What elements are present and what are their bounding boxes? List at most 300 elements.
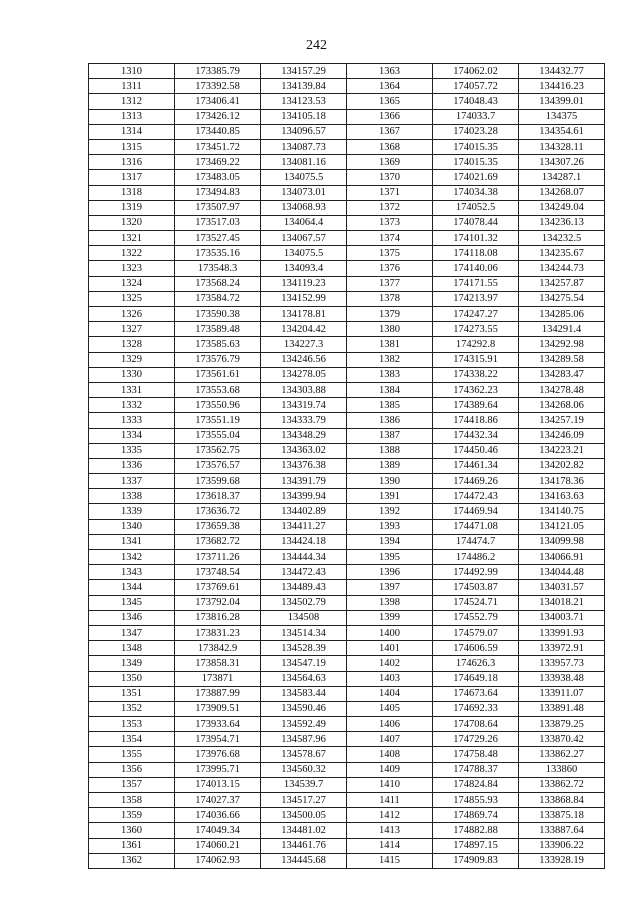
table-row	[89, 443, 605, 458]
table-row	[89, 580, 605, 595]
x-coordinate-right: 174855.93	[433, 793, 519, 808]
table-row	[89, 747, 605, 762]
y-coordinate-left: 134508	[261, 610, 347, 625]
table-row	[89, 504, 605, 519]
y-coordinate-left: 134514.34	[261, 625, 347, 640]
y-coordinate-left: 134064.4	[261, 215, 347, 230]
y-coordinate-left: 134178.81	[261, 307, 347, 322]
point-number-right: 1393	[347, 519, 433, 534]
point-number-right: 1401	[347, 641, 433, 656]
x-coordinate-right: 174469.26	[433, 474, 519, 489]
y-coordinate-left: 134123.53	[261, 94, 347, 109]
y-coordinate-right: 134235.67	[519, 246, 605, 261]
x-coordinate-left: 173451.72	[175, 139, 261, 154]
x-coordinate-left: 173585.63	[175, 337, 261, 352]
point-number-left: 1313	[89, 109, 175, 124]
point-number-right: 1369	[347, 155, 433, 170]
y-coordinate-left: 134583.44	[261, 686, 347, 701]
point-number-left: 1314	[89, 124, 175, 139]
point-number-right: 1378	[347, 291, 433, 306]
point-number-left: 1327	[89, 322, 175, 337]
x-coordinate-left: 173909.51	[175, 701, 261, 716]
y-coordinate-right: 133928.19	[519, 853, 605, 868]
table-row	[89, 777, 605, 792]
point-number-left: 1335	[89, 443, 175, 458]
table-row	[89, 762, 605, 777]
point-number-right: 1388	[347, 443, 433, 458]
x-coordinate-right: 174486.2	[433, 550, 519, 565]
x-coordinate-left: 173562.75	[175, 443, 261, 458]
table-row	[89, 413, 605, 428]
point-number-right: 1384	[347, 382, 433, 397]
y-coordinate-left: 134517.27	[261, 793, 347, 808]
y-coordinate-left: 134547.19	[261, 656, 347, 671]
y-coordinate-left: 134246.56	[261, 352, 347, 367]
x-coordinate-right: 174869.74	[433, 808, 519, 823]
y-coordinate-left: 134105.18	[261, 109, 347, 124]
coordinates-table-body	[89, 64, 605, 869]
x-coordinate-right: 174057.72	[433, 79, 519, 94]
y-coordinate-left: 134399.94	[261, 489, 347, 504]
point-number-left: 1322	[89, 246, 175, 261]
point-number-left: 1360	[89, 823, 175, 838]
point-number-left: 1320	[89, 215, 175, 230]
point-number-right: 1368	[347, 139, 433, 154]
y-coordinate-left: 134068.93	[261, 200, 347, 215]
point-number-right: 1414	[347, 838, 433, 853]
table-row	[89, 382, 605, 397]
point-number-left: 1357	[89, 777, 175, 792]
y-coordinate-left: 134472.43	[261, 565, 347, 580]
point-number-right: 1408	[347, 747, 433, 762]
y-coordinate-left: 134157.29	[261, 64, 347, 79]
x-coordinate-right: 174101.32	[433, 231, 519, 246]
x-coordinate-left: 174027.37	[175, 793, 261, 808]
point-number-right: 1365	[347, 94, 433, 109]
x-coordinate-left: 173976.68	[175, 747, 261, 762]
y-coordinate-right: 134399.01	[519, 94, 605, 109]
point-number-left: 1331	[89, 382, 175, 397]
x-coordinate-left: 173469.22	[175, 155, 261, 170]
y-coordinate-left: 134081.16	[261, 155, 347, 170]
x-coordinate-right: 174474.7	[433, 534, 519, 549]
x-coordinate-right: 174469.94	[433, 504, 519, 519]
point-number-left: 1353	[89, 717, 175, 732]
y-coordinate-left: 134444.34	[261, 550, 347, 565]
y-coordinate-left: 134333.79	[261, 413, 347, 428]
point-number-right: 1363	[347, 64, 433, 79]
table-row	[89, 732, 605, 747]
x-coordinate-right: 174247.27	[433, 307, 519, 322]
table-row	[89, 458, 605, 473]
x-coordinate-left: 173871	[175, 671, 261, 686]
point-number-left: 1350	[89, 671, 175, 686]
point-number-left: 1330	[89, 367, 175, 382]
y-coordinate-left: 134139.84	[261, 79, 347, 94]
point-number-right: 1370	[347, 170, 433, 185]
point-number-right: 1405	[347, 701, 433, 716]
point-number-left: 1358	[89, 793, 175, 808]
y-coordinate-right: 133911.07	[519, 686, 605, 701]
table-row	[89, 428, 605, 443]
table-row	[89, 246, 605, 261]
table-row	[89, 215, 605, 230]
table-row	[89, 398, 605, 413]
table-row	[89, 200, 605, 215]
y-coordinate-right: 133972.91	[519, 641, 605, 656]
y-coordinate-right: 134031.57	[519, 580, 605, 595]
y-coordinate-right: 134099.98	[519, 534, 605, 549]
y-coordinate-right: 133938.48	[519, 671, 605, 686]
point-number-right: 1380	[347, 322, 433, 337]
y-coordinate-right: 133891.48	[519, 701, 605, 716]
table-row	[89, 625, 605, 640]
x-coordinate-left: 173954.71	[175, 732, 261, 747]
x-coordinate-right: 174362.23	[433, 382, 519, 397]
y-coordinate-right: 134236.13	[519, 215, 605, 230]
point-number-left: 1337	[89, 474, 175, 489]
point-number-right: 1395	[347, 550, 433, 565]
x-coordinate-left: 173535.16	[175, 246, 261, 261]
table-row	[89, 367, 605, 382]
table-row	[89, 519, 605, 534]
x-coordinate-right: 174626.3	[433, 656, 519, 671]
x-coordinate-left: 173659.38	[175, 519, 261, 534]
y-coordinate-left: 134119.23	[261, 276, 347, 291]
table-row	[89, 291, 605, 306]
x-coordinate-left: 173555.04	[175, 428, 261, 443]
y-coordinate-left: 134075.5	[261, 246, 347, 261]
y-coordinate-right: 133860	[519, 762, 605, 777]
point-number-left: 1359	[89, 808, 175, 823]
point-number-left: 1311	[89, 79, 175, 94]
point-number-left: 1340	[89, 519, 175, 534]
point-number-right: 1366	[347, 109, 433, 124]
y-coordinate-right: 133875.18	[519, 808, 605, 823]
y-coordinate-left: 134578.67	[261, 747, 347, 762]
point-number-left: 1315	[89, 139, 175, 154]
x-coordinate-right: 174015.35	[433, 155, 519, 170]
y-coordinate-right: 134244.73	[519, 261, 605, 276]
x-coordinate-left: 173618.37	[175, 489, 261, 504]
y-coordinate-right: 134018.21	[519, 595, 605, 610]
point-number-right: 1411	[347, 793, 433, 808]
table-row	[89, 534, 605, 549]
y-coordinate-right: 134291.4	[519, 322, 605, 337]
point-number-left: 1346	[89, 610, 175, 625]
y-coordinate-right: 134249.04	[519, 200, 605, 215]
point-number-left: 1341	[89, 534, 175, 549]
x-coordinate-right: 174023.28	[433, 124, 519, 139]
y-coordinate-right: 134140.75	[519, 504, 605, 519]
table-row	[89, 231, 605, 246]
point-number-right: 1383	[347, 367, 433, 382]
y-coordinate-right: 134275.54	[519, 291, 605, 306]
point-number-left: 1334	[89, 428, 175, 443]
y-coordinate-left: 134087.73	[261, 139, 347, 154]
y-coordinate-left: 134587.96	[261, 732, 347, 747]
y-coordinate-right: 134163.63	[519, 489, 605, 504]
y-coordinate-left: 134489.43	[261, 580, 347, 595]
y-coordinate-right: 133862.27	[519, 747, 605, 762]
x-coordinate-left: 173933.64	[175, 717, 261, 732]
x-coordinate-right: 174033.7	[433, 109, 519, 124]
table-row	[89, 155, 605, 170]
x-coordinate-left: 173887.99	[175, 686, 261, 701]
y-coordinate-right: 134223.21	[519, 443, 605, 458]
x-coordinate-left: 173584.72	[175, 291, 261, 306]
point-number-left: 1347	[89, 625, 175, 640]
x-coordinate-left: 173507.97	[175, 200, 261, 215]
x-coordinate-right: 174579.07	[433, 625, 519, 640]
x-coordinate-left: 173682.72	[175, 534, 261, 549]
x-coordinate-left: 173842.9	[175, 641, 261, 656]
table-row	[89, 170, 605, 185]
x-coordinate-right: 174078.44	[433, 215, 519, 230]
y-coordinate-left: 134093.4	[261, 261, 347, 276]
table-row	[89, 261, 605, 276]
point-number-right: 1377	[347, 276, 433, 291]
x-coordinate-right: 174552.79	[433, 610, 519, 625]
point-number-right: 1406	[347, 717, 433, 732]
x-coordinate-right: 174824.84	[433, 777, 519, 792]
x-coordinate-right: 174389.64	[433, 398, 519, 413]
y-coordinate-right: 133991.93	[519, 625, 605, 640]
y-coordinate-right: 133879.25	[519, 717, 605, 732]
y-coordinate-right: 134202.82	[519, 458, 605, 473]
y-coordinate-right: 134287.1	[519, 170, 605, 185]
point-number-left: 1329	[89, 352, 175, 367]
table-row	[89, 79, 605, 94]
x-coordinate-right: 174118.08	[433, 246, 519, 261]
y-coordinate-left: 134402.89	[261, 504, 347, 519]
y-coordinate-right: 134121.05	[519, 519, 605, 534]
point-number-right: 1373	[347, 215, 433, 230]
y-coordinate-right: 134232.5	[519, 231, 605, 246]
y-coordinate-right: 134354.61	[519, 124, 605, 139]
table-row	[89, 307, 605, 322]
table-row	[89, 565, 605, 580]
y-coordinate-left: 134424.18	[261, 534, 347, 549]
x-coordinate-left: 173995.71	[175, 762, 261, 777]
point-number-right: 1367	[347, 124, 433, 139]
y-coordinate-right: 134278.48	[519, 382, 605, 397]
point-number-right: 1398	[347, 595, 433, 610]
table-row	[89, 109, 605, 124]
x-coordinate-right: 174708.64	[433, 717, 519, 732]
x-coordinate-left: 173858.31	[175, 656, 261, 671]
x-coordinate-right: 174524.71	[433, 595, 519, 610]
x-coordinate-left: 173636.72	[175, 504, 261, 519]
point-number-right: 1397	[347, 580, 433, 595]
x-coordinate-left: 173831.23	[175, 625, 261, 640]
point-number-right: 1399	[347, 610, 433, 625]
y-coordinate-right: 134268.06	[519, 398, 605, 413]
point-number-left: 1338	[89, 489, 175, 504]
x-coordinate-right: 174052.5	[433, 200, 519, 215]
table-row	[89, 701, 605, 716]
table-row	[89, 717, 605, 732]
x-coordinate-left: 173589.48	[175, 322, 261, 337]
x-coordinate-right: 174729.26	[433, 732, 519, 747]
point-number-left: 1349	[89, 656, 175, 671]
x-coordinate-right: 174606.59	[433, 641, 519, 656]
table-row	[89, 352, 605, 367]
y-coordinate-right: 133870.42	[519, 732, 605, 747]
point-number-left: 1342	[89, 550, 175, 565]
point-number-left: 1336	[89, 458, 175, 473]
table-row	[89, 276, 605, 291]
y-coordinate-left: 134348.29	[261, 428, 347, 443]
point-number-right: 1392	[347, 504, 433, 519]
point-number-right: 1387	[347, 428, 433, 443]
point-number-right: 1402	[347, 656, 433, 671]
point-number-right: 1386	[347, 413, 433, 428]
table-row	[89, 124, 605, 139]
x-coordinate-left: 174013.15	[175, 777, 261, 792]
point-number-left: 1310	[89, 64, 175, 79]
y-coordinate-right: 134432.77	[519, 64, 605, 79]
point-number-left: 1362	[89, 853, 175, 868]
x-coordinate-right: 174021.69	[433, 170, 519, 185]
point-number-right: 1364	[347, 79, 433, 94]
point-number-left: 1328	[89, 337, 175, 352]
x-coordinate-left: 173769.61	[175, 580, 261, 595]
point-number-right: 1415	[347, 853, 433, 868]
point-number-left: 1321	[89, 231, 175, 246]
y-coordinate-right: 134246.09	[519, 428, 605, 443]
point-number-right: 1375	[347, 246, 433, 261]
point-number-left: 1318	[89, 185, 175, 200]
point-number-left: 1355	[89, 747, 175, 762]
point-number-left: 1343	[89, 565, 175, 580]
x-coordinate-right: 174015.35	[433, 139, 519, 154]
table-row	[89, 550, 605, 565]
table-row	[89, 838, 605, 853]
x-coordinate-left: 174036.66	[175, 808, 261, 823]
x-coordinate-right: 174273.55	[433, 322, 519, 337]
y-coordinate-right: 133887.64	[519, 823, 605, 838]
x-coordinate-right: 174048.43	[433, 94, 519, 109]
x-coordinate-right: 174492.99	[433, 565, 519, 580]
x-coordinate-left: 173553.68	[175, 382, 261, 397]
point-number-right: 1404	[347, 686, 433, 701]
point-number-left: 1332	[89, 398, 175, 413]
x-coordinate-left: 174062.93	[175, 853, 261, 868]
x-coordinate-left: 173792.04	[175, 595, 261, 610]
x-coordinate-right: 174292.8	[433, 337, 519, 352]
point-number-right: 1374	[347, 231, 433, 246]
x-coordinate-left: 173483.05	[175, 170, 261, 185]
x-coordinate-left: 173494.83	[175, 185, 261, 200]
x-coordinate-right: 174338.22	[433, 367, 519, 382]
x-coordinate-left: 173568.24	[175, 276, 261, 291]
x-coordinate-right: 174471.08	[433, 519, 519, 534]
x-coordinate-left: 173440.85	[175, 124, 261, 139]
x-coordinate-left: 173576.57	[175, 458, 261, 473]
x-coordinate-left: 173426.12	[175, 109, 261, 124]
y-coordinate-right: 133957.73	[519, 656, 605, 671]
x-coordinate-right: 174432.34	[433, 428, 519, 443]
y-coordinate-left: 134411.27	[261, 519, 347, 534]
page-number: 242	[306, 38, 327, 53]
x-coordinate-left: 173527.45	[175, 231, 261, 246]
point-number-left: 1339	[89, 504, 175, 519]
point-number-right: 1412	[347, 808, 433, 823]
x-coordinate-right: 174692.33	[433, 701, 519, 716]
table-row	[89, 94, 605, 109]
point-number-left: 1361	[89, 838, 175, 853]
point-number-left: 1345	[89, 595, 175, 610]
table-row	[89, 64, 605, 79]
point-number-right: 1400	[347, 625, 433, 640]
y-coordinate-left: 134502.79	[261, 595, 347, 610]
point-number-left: 1352	[89, 701, 175, 716]
y-coordinate-right: 134066.91	[519, 550, 605, 565]
point-number-right: 1385	[347, 398, 433, 413]
table-row	[89, 185, 605, 200]
y-coordinate-right: 134003.71	[519, 610, 605, 625]
y-coordinate-left: 134539.7	[261, 777, 347, 792]
coordinates-table	[88, 63, 605, 869]
x-coordinate-right: 174882.88	[433, 823, 519, 838]
y-coordinate-left: 134391.79	[261, 474, 347, 489]
point-number-left: 1348	[89, 641, 175, 656]
x-coordinate-left: 173392.58	[175, 79, 261, 94]
point-number-left: 1316	[89, 155, 175, 170]
table-row	[89, 322, 605, 337]
x-coordinate-right: 174418.86	[433, 413, 519, 428]
table-row	[89, 489, 605, 504]
y-coordinate-right: 134328.11	[519, 139, 605, 154]
y-coordinate-left: 134590.46	[261, 701, 347, 716]
table-row	[89, 656, 605, 671]
y-coordinate-left: 134073.01	[261, 185, 347, 200]
x-coordinate-right: 174503.87	[433, 580, 519, 595]
x-coordinate-right: 174909.83	[433, 853, 519, 868]
y-coordinate-right: 134257.87	[519, 276, 605, 291]
y-coordinate-left: 134067.57	[261, 231, 347, 246]
y-coordinate-right: 134044.48	[519, 565, 605, 580]
y-coordinate-right: 133868.84	[519, 793, 605, 808]
point-number-left: 1326	[89, 307, 175, 322]
y-coordinate-left: 134303.88	[261, 382, 347, 397]
y-coordinate-left: 134564.63	[261, 671, 347, 686]
table-row	[89, 641, 605, 656]
point-number-right: 1381	[347, 337, 433, 352]
point-number-right: 1410	[347, 777, 433, 792]
y-coordinate-right: 134257.19	[519, 413, 605, 428]
x-coordinate-left: 173406.41	[175, 94, 261, 109]
x-coordinate-left: 173599.68	[175, 474, 261, 489]
x-coordinate-right: 174758.48	[433, 747, 519, 762]
x-coordinate-left: 174049.34	[175, 823, 261, 838]
y-coordinate-left: 134278.05	[261, 367, 347, 382]
point-number-right: 1409	[347, 762, 433, 777]
point-number-left: 1356	[89, 762, 175, 777]
point-number-right: 1403	[347, 671, 433, 686]
table-row	[89, 595, 605, 610]
table-row	[89, 793, 605, 808]
y-coordinate-left: 134560.32	[261, 762, 347, 777]
x-coordinate-left: 173517.03	[175, 215, 261, 230]
x-coordinate-left: 173816.28	[175, 610, 261, 625]
x-coordinate-right: 174171.55	[433, 276, 519, 291]
point-number-right: 1413	[347, 823, 433, 838]
point-number-right: 1407	[347, 732, 433, 747]
x-coordinate-right: 174140.06	[433, 261, 519, 276]
y-coordinate-right: 134283.47	[519, 367, 605, 382]
